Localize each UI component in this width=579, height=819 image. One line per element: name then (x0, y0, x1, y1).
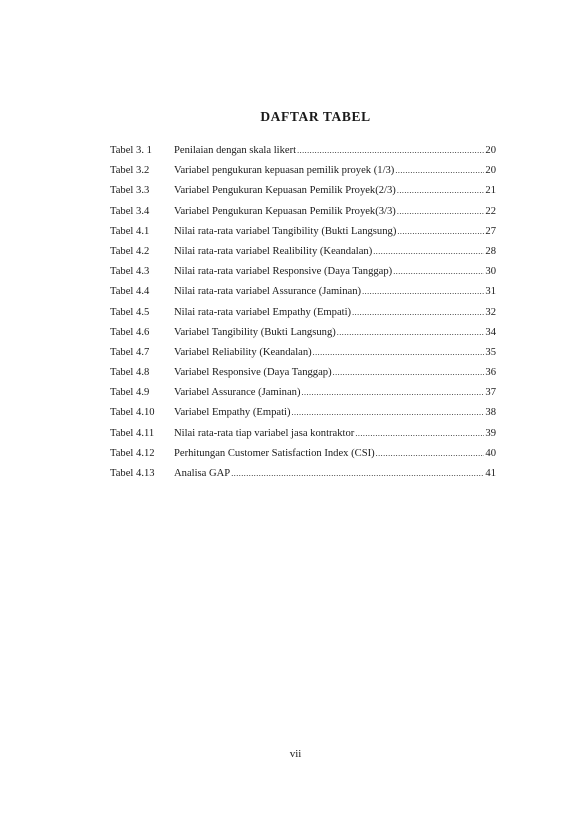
table-page-number: 35 (485, 346, 496, 358)
table-label: Variabel Reliability (Keandalan) (174, 346, 312, 358)
list-item (110, 286, 496, 306)
dot-leader (292, 408, 485, 417)
table-page-number: 40 (485, 447, 496, 459)
list-item (110, 165, 496, 185)
list-item (110, 226, 496, 246)
table-entry (174, 448, 496, 459)
table-entry (174, 185, 496, 196)
table-number: Tabel 4.4 (110, 286, 150, 298)
dot-leader (397, 186, 485, 195)
list-item (110, 428, 496, 448)
table-label: Variabel Pengukuran Kepuasan Pemilik Proyek(3/3) (174, 205, 396, 217)
table-page-number: 36 (485, 367, 496, 379)
list-item (110, 266, 496, 286)
table-entry (174, 387, 496, 398)
dot-leader (373, 247, 484, 256)
table-entry (174, 145, 496, 156)
table-number: Tabel 4.3 (110, 266, 150, 278)
dot-leader (397, 227, 484, 236)
table-number: Tabel 4.6 (110, 326, 150, 338)
table-page-number: 28 (485, 245, 496, 257)
table-entry (174, 347, 496, 358)
table-entry (174, 468, 496, 479)
table-number: Tabel 4.8 (110, 367, 150, 379)
table-entry (174, 226, 496, 237)
table-entry (174, 428, 496, 439)
dot-leader (393, 267, 484, 276)
table-label: Nilai rata-rata tiap variabel jasa kontraktor (174, 427, 355, 439)
dot-leader (333, 368, 485, 377)
table-number: Tabel 4.12 (110, 447, 155, 459)
dot-leader (355, 429, 484, 438)
list-item (110, 327, 496, 347)
table-label: Variabel Responsive (Daya Tanggap) (174, 367, 332, 379)
table-of-tables (110, 145, 496, 488)
page-number: vii (289, 748, 302, 760)
list-item (110, 468, 496, 488)
table-number: Tabel 4.10 (110, 407, 155, 419)
table-label: Variabel Tangibility (Bukti Langsung) (174, 326, 336, 338)
list-item (110, 387, 496, 407)
table-label: Variabel Pengukuran Kepuasan Pemilik Proyek(2/3) (174, 185, 396, 197)
list-item (110, 448, 496, 468)
list-item (110, 246, 496, 266)
table-number: Tabel 3.4 (110, 205, 150, 217)
dot-leader (395, 166, 484, 175)
table-label: Perhitungan Customer Satisfaction Index (CSI) (174, 447, 375, 459)
table-label: Variabel Empathy (Empati) (174, 407, 291, 419)
dot-leader (376, 449, 485, 458)
table-label: Variabel Assurance (Jaminan) (174, 387, 301, 399)
table-page-number: 31 (485, 286, 496, 298)
table-label: Nilai rata-rata variabel Empathy (Empati) (174, 306, 352, 318)
dot-leader (231, 469, 484, 478)
table-entry (174, 327, 496, 338)
table-number: Tabel 3.3 (110, 185, 150, 197)
table-number: Tabel 3.2 (110, 165, 150, 177)
table-number: Tabel 3. 1 (110, 145, 152, 156)
dot-leader (297, 146, 484, 155)
table-label: Analisa GAP (174, 468, 231, 479)
page-title: DAFTAR TABEL (260, 109, 371, 124)
table-number: Tabel 4.9 (110, 387, 150, 399)
table-page-number: 34 (485, 326, 496, 338)
table-label: Nilai rata-rata variabel Responsive (Daya Tanggap) (174, 266, 393, 278)
table-page-number: 20 (485, 145, 496, 156)
list-item (110, 206, 496, 226)
list-item (110, 407, 496, 427)
table-number: Tabel 4.1 (110, 225, 150, 237)
dot-leader (302, 388, 485, 397)
table-label: Penilaian dengan skala likert (174, 145, 297, 156)
table-label: Nilai rata-rata variabel Assurance (Jaminan) (174, 286, 362, 298)
table-entry (174, 407, 496, 418)
table-page-number: 20 (485, 165, 496, 177)
table-entry (174, 286, 496, 297)
table-page-number: 41 (485, 468, 496, 479)
dot-leader (352, 308, 484, 317)
table-page-number: 39 (485, 427, 496, 439)
table-label: Nilai rata-rata variabel Tangibility (Bukti Langsung) (174, 225, 397, 237)
table-page-number: 32 (485, 306, 496, 318)
table-entry (174, 246, 496, 257)
table-entry (174, 206, 496, 217)
table-page-number: 30 (485, 266, 496, 278)
table-number: Tabel 4.7 (110, 346, 150, 358)
table-label: Variabel pengukuran kepuasan pemilik proyek (1/3) (174, 165, 395, 177)
dot-leader (397, 207, 485, 216)
table-number: Tabel 4.13 (110, 468, 155, 479)
table-number: Tabel 4.5 (110, 306, 150, 318)
list-item (110, 145, 496, 165)
list-item (110, 185, 496, 205)
dot-leader (337, 328, 485, 337)
table-entry (174, 266, 496, 277)
table-label: Nilai rata-rata variabel Realibility (Keandalan) (174, 245, 373, 257)
table-entry (174, 367, 496, 378)
list-item (110, 347, 496, 367)
table-page-number: 37 (485, 387, 496, 399)
table-page-number: 27 (485, 225, 496, 237)
table-entry (174, 307, 496, 318)
table-page-number: 38 (485, 407, 496, 419)
table-page-number: 22 (485, 205, 496, 217)
list-item (110, 367, 496, 387)
table-page-number: 21 (485, 185, 496, 197)
dot-leader (313, 348, 485, 357)
dot-leader (362, 287, 484, 296)
table-number: Tabel 4.2 (110, 245, 150, 257)
list-item (110, 307, 496, 327)
table-number: Tabel 4.11 (110, 427, 155, 439)
table-entry (174, 165, 496, 176)
